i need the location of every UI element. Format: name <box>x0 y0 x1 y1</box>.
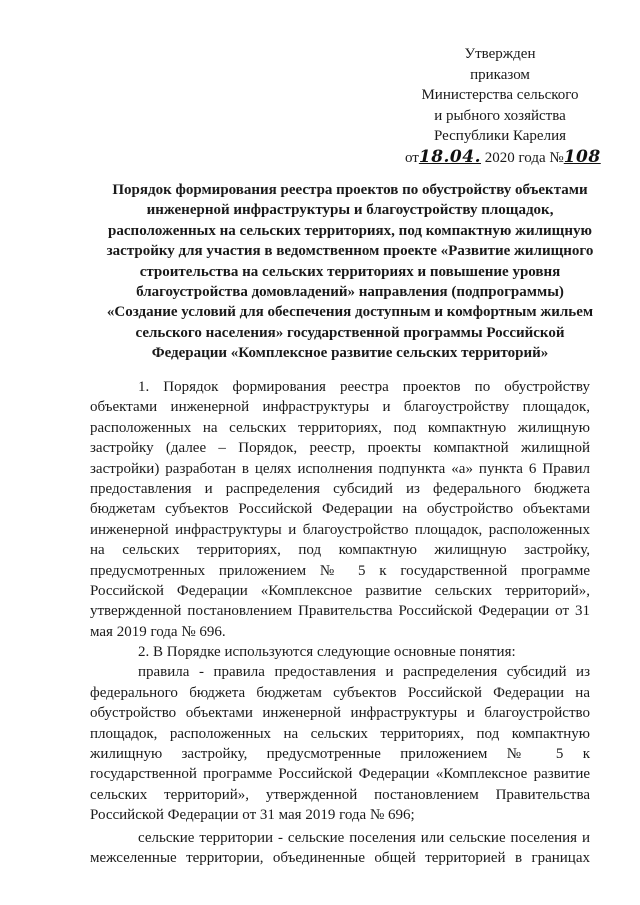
approval-line-approved: Утвержден <box>464 46 536 62</box>
paragraph-2-line: 2. В Порядке используются следующие основные понятия: <box>138 644 516 661</box>
title-line: строительства на сельских территориях и повышение уровня <box>139 263 561 280</box>
approval-line-ministry-cont: и рыбного хозяйства <box>434 107 566 124</box>
title-line: расположенных на сельских территориях, под компактную жилищную <box>108 222 592 239</box>
title-line: сельского населения» государственной программы Российской <box>135 324 565 341</box>
title-line: Порядок формирования реестра проектов по обустройству объектами <box>112 182 588 198</box>
paragraph-1-line: застройки) разработан в целях исполнения подпункта «а» пункта 6 Правил <box>90 460 590 477</box>
paragraph-rules-line: федерального бюджета бюджетам субъектов Российской Федерации на <box>90 684 590 701</box>
paragraph-1-line: предусмотренных приложением № 5 к государственной программе <box>90 562 590 579</box>
paragraph-1-line: на сельских территориях, под компактную жилищную застройку, <box>90 542 590 559</box>
paragraph-rules-line: обустройство объектами инженерной инфраструктуры и благоустройство <box>90 705 590 722</box>
paragraph-1-line: инженерной инфраструктуры и благоустройство площадок, расположенных <box>90 521 590 538</box>
approval-line-republic: Республики Карелия <box>433 128 567 144</box>
paragraph-rules-line: правила - правила предоставления и распределения субсидий из <box>138 664 590 681</box>
paragraph-1-line: застройку (далее – Порядок, реестр, проекты компактной жилищной <box>90 440 590 457</box>
document-title <box>88 180 612 364</box>
title-line: Федерации «Комплексное развитие сельских территорий» <box>151 345 549 362</box>
paragraph-1-line: объектами инженерной инфраструктуры и благоустройству площадок, <box>90 399 590 416</box>
paragraph-rules-line: площадок, расположенных на сельских территориях, под компактную <box>90 725 590 742</box>
approval-line-order: приказом <box>470 66 530 83</box>
approval-block <box>405 44 601 168</box>
title-line: «Создание условий для обеспечения доступным и комфортным жильем <box>106 304 594 321</box>
paragraph-1-line: утвержденной постановлением Правительства Российской Федерации от 31 <box>90 603 590 620</box>
date-mid: 2020 года № <box>484 149 564 166</box>
paragraph-territories-line: межселенные территории, объединенные общей территорией в границах <box>90 849 590 866</box>
approval-line-ministry: Министерства сельского <box>421 87 579 103</box>
paragraph-1-line: 1. Порядок формирования реестра проектов по обустройству <box>138 379 590 395</box>
handwritten-date: 18.04. <box>418 146 482 167</box>
paragraph-1-line: мая 2019 года № 696. <box>90 623 226 640</box>
paragraph-rules-line: государственной программе Российской Федерации «Комплексное развитие <box>90 766 590 783</box>
paragraph-territories-line: сельские территории - сельские поселения или сельские поселения и <box>138 829 590 846</box>
paragraph-1-line: расположенных на сельских территориях, под компактную жилищную <box>90 419 590 436</box>
paragraph-rules-line: Российской Федерации от 31 мая 2019 года № 696; <box>90 807 415 824</box>
date-prefix: от <box>405 149 419 166</box>
approval-date-line <box>405 146 601 169</box>
title-line: благоустройства домовладений» направления (подпрограммы) <box>136 284 564 301</box>
document-body <box>90 377 590 868</box>
paragraph-1-line: бюджетам субъектов Российской Федерации на обустройство объектами <box>90 501 590 518</box>
title-line: инженерной инфраструктуры и благоустройству площадок, <box>146 202 554 219</box>
title-line: застройку для участия в ведомственном проекте «Развитие жилищного <box>106 243 594 260</box>
paragraph-1-line: Российской Федерации «Комплексное развитие сельских территорий», <box>90 582 590 599</box>
paragraph-rules-line: жилищную застройку, предусмотренные приложением № 5 к <box>90 746 590 763</box>
handwritten-number: 108 <box>563 146 601 167</box>
paragraph-1-line: предоставления и распределения субсидий из федерального бюджета <box>90 480 590 497</box>
paragraph-rules-line: сельских территорий», утвержденной постановлением Правительства <box>90 786 590 803</box>
